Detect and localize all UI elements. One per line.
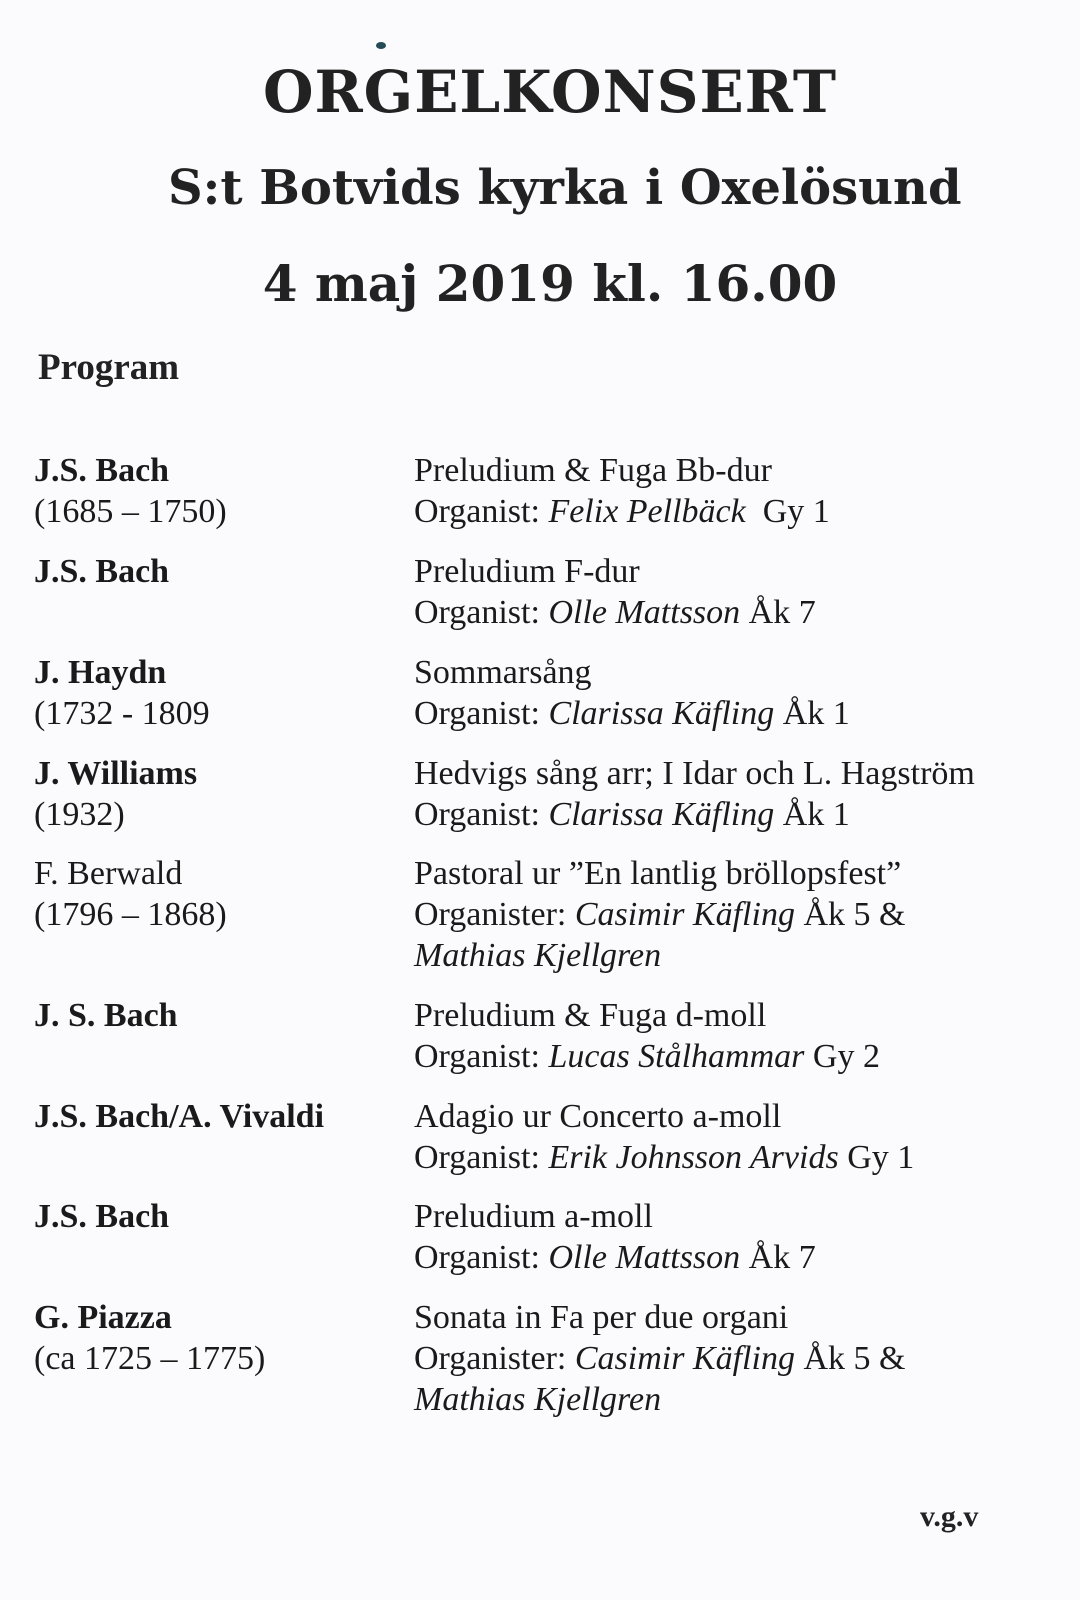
composer-name: J.S. Bach <box>34 452 170 489</box>
performer-name: Olle Mattsson <box>548 594 741 631</box>
performer-name: Clarissa Käfling <box>548 695 775 732</box>
composer-block <box>34 853 227 935</box>
composer-block <box>34 1297 265 1379</box>
venue-line: S:t Botvids kyrka i Oxelösund <box>168 160 962 216</box>
work-block <box>414 1196 1074 1278</box>
performer-role: Organister: <box>414 896 567 933</box>
work-block <box>414 450 1074 532</box>
composer-block <box>34 995 178 1036</box>
work-title: Sommarsång <box>414 654 592 691</box>
footer-vgv: v.g.v <box>920 1500 979 1533</box>
performer-line-2 <box>414 935 1074 976</box>
composer-block <box>34 1096 324 1137</box>
work-title: Adagio ur Concerto a-moll <box>414 1098 782 1135</box>
performer-grade: Åk 7 <box>748 1239 816 1276</box>
composer-block <box>34 1196 169 1237</box>
composer-name: J.S. Bach <box>34 1198 170 1235</box>
work-title: Hedvigs sång arr; I Idar och L. Hagström <box>414 755 975 792</box>
work-block <box>414 753 1074 835</box>
work-title: Pastoral ur ”En lantlig bröllopsfest” <box>414 855 902 892</box>
work-block <box>414 853 1074 976</box>
performer-role: Organist: <box>414 594 540 631</box>
performer-grade: Åk 1 <box>782 695 850 732</box>
performer-role: Organist: <box>414 1139 540 1176</box>
composer-name: J. S. Bach <box>34 997 178 1034</box>
work-block <box>414 1096 1074 1178</box>
work-title: Preludium & Fuga Bb-dur <box>414 452 772 489</box>
performer-name-2: Mathias Kjellgren <box>414 1381 662 1418</box>
work-title: Preludium & Fuga d-moll <box>414 997 767 1034</box>
performer-name: Casimir Käfling <box>574 896 795 933</box>
composer-years: (ca 1725 – 1775) <box>34 1340 266 1377</box>
performer-line <box>414 894 1074 935</box>
performer-role: Organist: <box>414 796 540 833</box>
work-title: Sonata in Fa per due organi <box>414 1299 789 1336</box>
performer-role: Organist: <box>414 1239 540 1276</box>
work-block <box>414 652 1074 734</box>
performer-role: Organister: <box>414 1340 567 1377</box>
composer-block <box>34 551 169 592</box>
performer-grade: Åk 5 & <box>803 1340 906 1377</box>
performer-line <box>414 693 1074 734</box>
performer-line <box>414 1036 1074 1077</box>
performer-grade: Gy 2 <box>812 1038 880 1075</box>
performer-line <box>414 794 1074 835</box>
performer-name: Clarissa Käfling <box>548 796 775 833</box>
performer-grade: Gy 1 <box>847 1139 915 1176</box>
composer-name: G. Piazza <box>34 1299 172 1336</box>
composer-block <box>34 652 210 734</box>
performer-name: Casimir Käfling <box>574 1340 795 1377</box>
performer-name-2: Mathias Kjellgren <box>414 937 662 974</box>
program-heading: Program <box>38 347 180 388</box>
composer-name: J. Williams <box>34 755 198 792</box>
performer-role: Organist: <box>414 1038 540 1075</box>
composer-years: (1932) <box>34 796 125 833</box>
performer-grade: Åk 5 & <box>803 896 906 933</box>
composer-name: J.S. Bach/A. Vivaldi <box>34 1098 325 1135</box>
work-block <box>414 551 1074 633</box>
performer-line <box>414 592 1074 633</box>
performer-grade: Gy 1 <box>762 493 830 530</box>
page-title: ORGELKONSERT <box>262 58 838 126</box>
composer-years: (1796 – 1868) <box>34 896 227 933</box>
performer-role: Organist: <box>414 695 540 732</box>
work-title: Preludium F-dur <box>414 553 640 590</box>
performer-name: Olle Mattsson <box>548 1239 741 1276</box>
performer-role: Organist: <box>414 493 540 530</box>
work-block <box>414 1297 1074 1420</box>
performer-grade: Åk 1 <box>782 796 850 833</box>
composer-name: J.S. Bach <box>34 553 170 590</box>
performer-line <box>414 1338 1074 1379</box>
performer-name: Lucas Stålhammar <box>548 1038 805 1075</box>
composer-name: F. Berwald <box>34 855 183 892</box>
performer-grade: Åk 7 <box>748 594 816 631</box>
work-block <box>414 995 1074 1077</box>
composer-block <box>34 450 227 532</box>
composer-block <box>34 753 197 835</box>
composer-name: J. Haydn <box>34 654 167 691</box>
composer-years: (1732 - 1809 <box>34 695 210 732</box>
performer-line <box>414 1237 1074 1278</box>
performer-line <box>414 491 1074 532</box>
composer-years: (1685 – 1750) <box>34 493 227 530</box>
performer-line-2 <box>414 1379 1074 1420</box>
work-title: Preludium a-moll <box>414 1198 653 1235</box>
performer-line <box>414 1137 1074 1178</box>
performer-name: Erik Johnsson Arvids <box>548 1139 839 1176</box>
date-time-line: 4 maj 2019 kl. 16.00 <box>262 254 838 313</box>
performer-name: Felix Pellbäck <box>548 493 746 530</box>
